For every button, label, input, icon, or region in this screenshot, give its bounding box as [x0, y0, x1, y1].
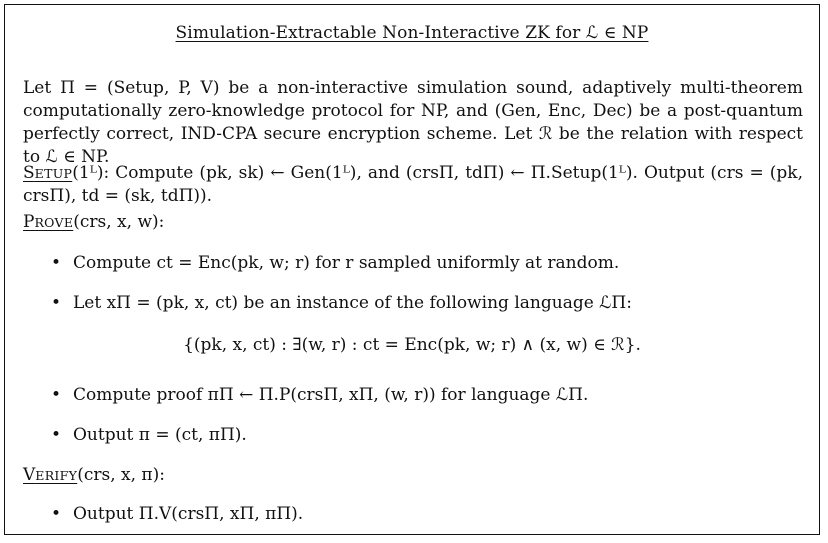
prove-name: PROVE — [23, 212, 74, 232]
bullet-icon: • — [51, 385, 62, 405]
intro-paragraph: Let Π = (Setup, P, V) be a non-interactive simulation sound, adaptively multi-theorem computationally zero-knowledge protocol for NP, and (Gen, Enc, Dec) be a post-quantum perfectly correct, IND-CPA secure encryption scheme. Let ℛ be the relation with respect to ℒ ∈ NP. — [23, 78, 803, 167]
verify-header — [23, 464, 803, 487]
figure-title-text: Simulation-Extractable Non-Interactive ZK for ℒ ∈ NP — [175, 23, 649, 43]
verify-args: (crs, x, π): — [77, 465, 165, 485]
verify-name: VERIFY — [23, 465, 78, 485]
bullet-icon: • — [51, 425, 62, 445]
prove-step-3-text: Compute proof πΠ ← Π.P(crsΠ, xΠ, (w, r)) for language ℒΠ. — [73, 385, 589, 405]
setup-text: (1ᴸ): Compute (pk, sk) ← Gen(1ᴸ), and (crsΠ, tdΠ) ← Π.Setup(1ᴸ). Output (crs = (pk, crsΠ), td = (sk, tdΠ)). — [23, 163, 803, 206]
figure-title — [5, 23, 819, 43]
prove-header — [23, 211, 803, 234]
prove-step-2-text: Let xΠ = (pk, x, ct) be an instance of the following language ℒΠ: — [73, 293, 632, 313]
setup-name: SETUP — [23, 163, 73, 183]
verify-step-1-text: Output Π.V(crsΠ, xΠ, πΠ). — [73, 504, 304, 524]
figure-frame — [4, 4, 820, 535]
prove-args: (crs, x, w): — [73, 212, 165, 232]
setup-algorithm — [23, 162, 803, 208]
bullet-icon: • — [51, 253, 62, 273]
bullet-icon: • — [51, 504, 62, 524]
prove-step-1-text: Compute ct = Enc(pk, w; r) for r sampled uniformly at random. — [73, 253, 620, 273]
language-definition: {(pk, x, ct) : ∃(w, r) : ct = Enc(pk, w; r) ∧ (x, w) ∈ ℛ}. — [183, 335, 641, 355]
prove-step-4-text: Output π = (ct, πΠ). — [73, 425, 247, 445]
bullet-icon: • — [51, 293, 62, 313]
